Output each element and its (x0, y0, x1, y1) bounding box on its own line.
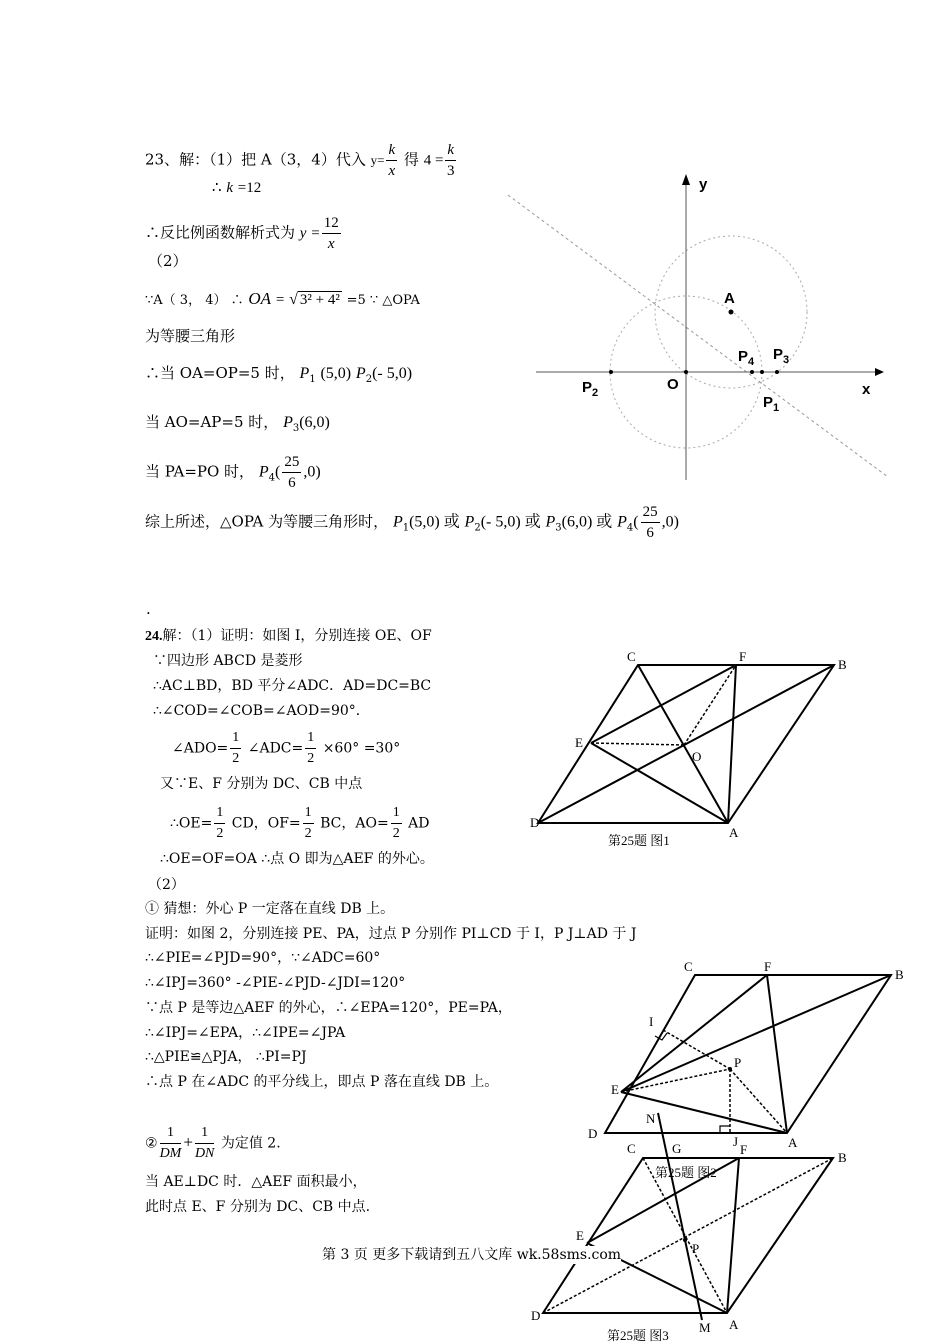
q24-line-17: ∴点 P 在∠ADC 的平分线上，即点 P 落在直线 DB 上。 (145, 1074, 499, 1090)
fig1-label-O: O (692, 749, 702, 764)
fig3-label-M: M (699, 1320, 711, 1335)
fig1-caption: 第25题 图1 (608, 833, 670, 848)
point-P3 (775, 370, 779, 374)
q23-line-4: （2） (148, 252, 188, 270)
dashed-DB (543, 1158, 833, 1313)
fig2-label-B: B (895, 967, 904, 982)
fig3-label-B: B (838, 1150, 847, 1165)
dashed-line-AP (508, 195, 888, 477)
label-P2: $P_2$ (582, 379, 599, 399)
label-y: y (699, 176, 708, 193)
figure-1 (520, 645, 850, 848)
q23-coordinate-graph (500, 165, 900, 495)
q23-line-10: 综上所述，△OPA 为等腰三角形时， $P_1(5,0)$ 或 $P_2(-$ 5,0) 或 $P_3(6,0)$ 或 $P_4$( $\frac{25}{6}$ ,0) (145, 504, 679, 541)
segment-EF (587, 1158, 739, 1243)
q23-line-3: ∴反比例函数解析式为 y = $\frac{12}{x}$ (145, 215, 339, 252)
fig2-label-D: D (588, 1126, 598, 1141)
fig1-label-E: E (575, 735, 583, 750)
page-footer: 第 3 页 更多下载请到五八文库 wk.58sms.com (322, 1247, 622, 1263)
q24-line-11: 证明：如图 2，分别连接 PE、PA，过点 P 分别作 PI⊥CD 于 I，P J⊥AD 于 J (145, 926, 637, 942)
dashed-PE (621, 1069, 730, 1092)
fig3-point-P (683, 1238, 687, 1242)
label-P1: $P_1$ (763, 394, 780, 414)
segment-EF (621, 975, 767, 1092)
label-P4: $P_4$ (738, 348, 755, 368)
q23-line-1: 23、解：（1）把 A（3，4）代入 y= $\frac{k}{x}$ 得 4 = $\frac{k}{3}$ (145, 142, 455, 179)
q24-line-9: （2） (148, 877, 185, 893)
point-O (684, 370, 688, 374)
fig1-label-B: B (838, 657, 847, 672)
fig3-label-G: G (672, 1141, 682, 1156)
q24-line-14: ∵点 P 是等边△AEF 的外心，∴∠EPA=120°，PE=PA， (145, 1000, 512, 1016)
rhombus-ABCD (543, 1158, 833, 1313)
fig2-label-I: I (649, 1014, 654, 1029)
fig2-label-J: J (733, 1134, 739, 1149)
q24-line-15: ∴∠IPJ=∠EPA，∴∠IPE=∠JPA (145, 1025, 346, 1041)
q24-line-1: 24.解：（1）证明：如图 I，分别连接 OE、OF (145, 628, 432, 644)
fig3-label-A: A (729, 1317, 739, 1332)
fig2-label-E: E (611, 1082, 619, 1097)
fig3-label-E: E (576, 1228, 584, 1243)
fig2-label-A: A (788, 1135, 798, 1150)
q24-line-13: ∴∠IPJ=360° -∠PIE-∠PJD-∠JDI=120° (145, 975, 406, 991)
label-P3: $P_3$ (773, 346, 790, 366)
point-P2 (609, 370, 613, 374)
q24-line-18: ② $\frac{1}{DM}$ + $\frac{1}{DN}$ 为定值 2. (145, 1125, 281, 1161)
q24-line-19: 当 AE⊥DC 时．△AEF 面积最小， (145, 1174, 367, 1190)
stray-dot: . (146, 600, 151, 618)
point-A (729, 310, 734, 315)
q24-line-16: ∴△PIE≌△PJA， ∴PI=PJ (145, 1049, 307, 1065)
figure-3 (525, 1108, 855, 1344)
segment-FA (728, 665, 736, 823)
fig3-label-N: N (646, 1111, 656, 1126)
dashed-OE (591, 743, 684, 745)
q23-line-2: ∴ k =12 (212, 178, 262, 196)
q24-line-6: 又∵E、F 分别为 DC、CB 中点 (160, 776, 363, 792)
point-P4 (750, 370, 754, 374)
q23-line-6: 为等腰三角形 (145, 327, 236, 345)
fig2-label-C: C (684, 959, 693, 974)
fig1-label-F: F (739, 649, 747, 664)
fig3-label-D: D (531, 1308, 541, 1323)
fig3-label-C: C (627, 1141, 636, 1156)
q24-line-20: 此时点 E、F 分别为 DC、CB 中点. (145, 1199, 371, 1215)
q24-line-4: ∴∠COD=∠COB=∠AOD=90°． (153, 703, 370, 719)
fig2-caption: 第25题 图2 (655, 1165, 717, 1180)
q23-line-5: ∵A（ 3， 4） ∴ OA = √ 3² + 4² =5 ∵ △OPA (145, 289, 420, 308)
q24-line-3: ∴AC⊥BD，BD 平分∠ADC．AD=DC=BC (153, 678, 432, 694)
fig2-label-P: P (734, 1055, 742, 1070)
q23-line-9: 当 PA=PO 时， $P_4$( $\frac{25}{6}$ ,0) (145, 454, 321, 491)
x-axis-arrow-icon (875, 368, 884, 376)
fig2-point-P (728, 1067, 732, 1071)
fig3-label-F: F (740, 1142, 748, 1157)
dashed-OF (684, 665, 736, 745)
q24-line-8: ∴OE=OF=OA ∴点 O 即为△AEF 的外心。 (160, 851, 434, 867)
q24-line-12: ∴∠PIE=∠PJD=90°，∵∠ADC=60° (145, 950, 381, 966)
point-P1 (760, 370, 764, 374)
segment-FA (727, 1158, 739, 1313)
label-x: x (862, 381, 871, 398)
y-axis-arrow-icon (682, 174, 690, 185)
q23-line-7: ∴当 OA=OP=5 时， $P_1$ (5,0) $P_2(-$ 5,0) (145, 364, 413, 385)
fig3-caption: 第25题 图3 (607, 1328, 669, 1343)
label-O: O (667, 376, 679, 393)
label-A: A (724, 290, 735, 307)
fig2-label-F: F (764, 959, 772, 974)
q24-line-2: ∵四边形 ABCD 是菱形 (153, 653, 303, 669)
fig1-label-A: A (729, 825, 739, 840)
q24-line-5: ∠ADO= $\frac{1}{2}$ ∠ADC= $\frac{1}{2}$ ×60° =30° (172, 730, 401, 766)
q24-line-7: ∴OE= $\frac{1}{2}$ CD，OF= $\frac{1}{2}$ BC，AO= $\frac{1}{2}$ AD (170, 805, 430, 841)
q23-line-8: 当 AO=AP=5 时， $P_3(6,0)$ (145, 413, 330, 434)
fig3-label-P: P (692, 1241, 700, 1256)
fig1-label-C: C (627, 649, 636, 664)
q24-line-10: ① 猜想：外心 P 一定落在直线 DB 上。 (145, 901, 395, 917)
fig1-label-D: D (530, 815, 540, 830)
